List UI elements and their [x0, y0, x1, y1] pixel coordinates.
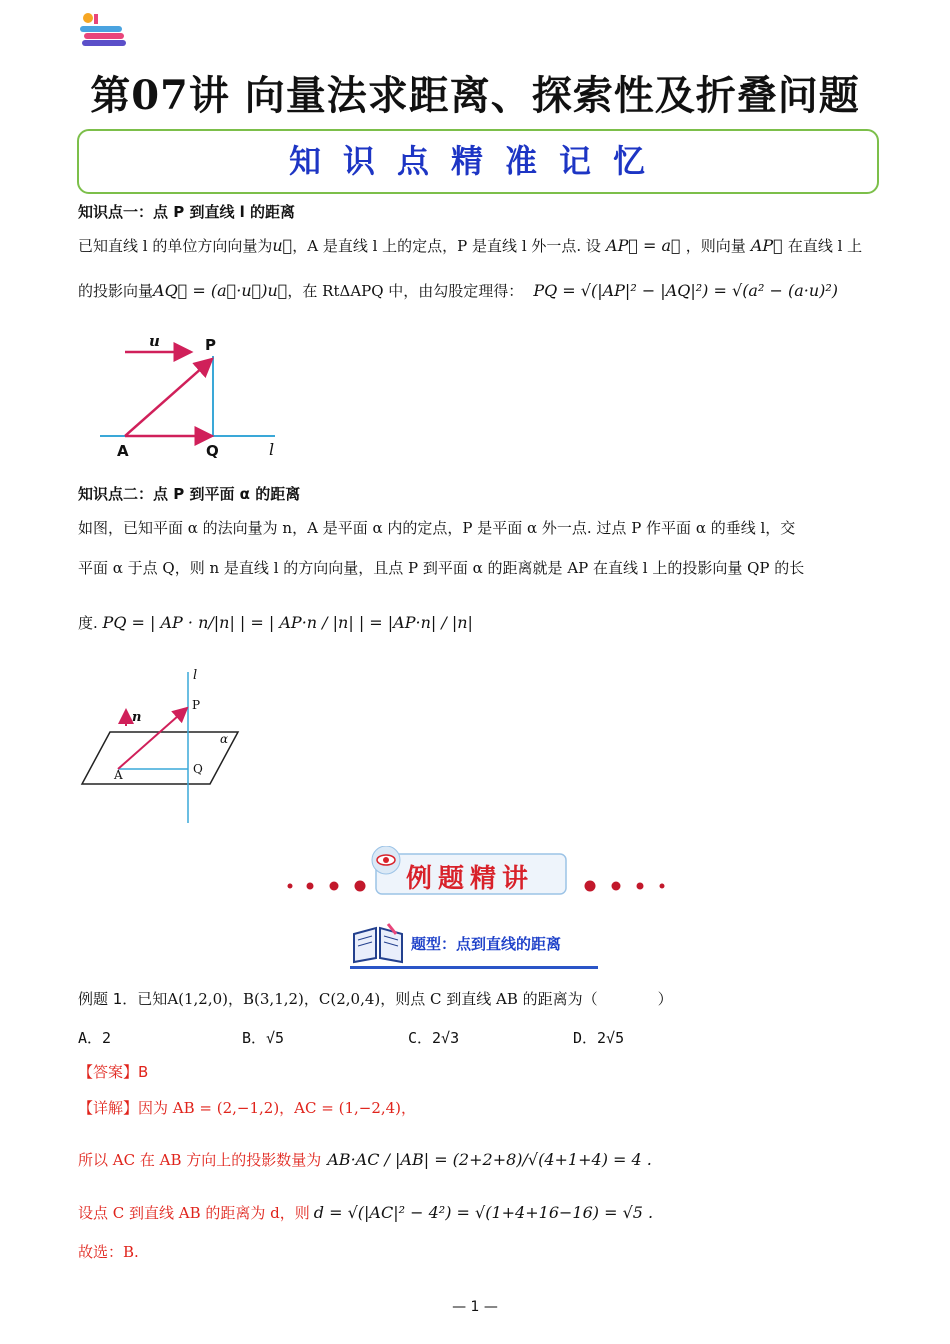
option-d: D．2√5	[573, 1029, 625, 1047]
kp1-aq-formula: AQ⃗ = (a⃗·u⃗)u⃗	[153, 281, 288, 300]
answer-line	[78, 1061, 148, 1082]
kp1-heading: 知识点一：点 P 到直线 l 的距离	[78, 203, 296, 221]
option-b: B．√5	[242, 1029, 285, 1047]
kp1-line2-a: 的投影向量	[78, 282, 154, 300]
fig2-label-p: P	[192, 698, 201, 712]
example-banner-title: 例题精讲	[406, 864, 535, 894]
kp2-line3	[78, 612, 473, 633]
option-a: A．2	[78, 1029, 112, 1047]
kp1-line1	[78, 235, 862, 256]
kp1-vec-u: u⃗	[272, 236, 293, 255]
kp1-line1-c: ，则向量	[685, 237, 746, 255]
kp2-line3-a: 度.	[78, 614, 103, 632]
fig1-label-q: Q	[206, 442, 219, 460]
fig1-label-l: l	[269, 440, 275, 459]
detail-3b: d = √(|AC|² − 4²) = √(1+4+16−16) = √5 .	[313, 1203, 654, 1222]
fig2-label-q: Q	[193, 762, 203, 776]
kp1-vec-ap-eq-a: AP⃗ = a⃗	[600, 236, 686, 255]
kp2-heading: 知识点二：点 P 到平面 α 的距离	[78, 485, 301, 503]
kp1-line1-a: 已知直线 l 的单位方向向量为	[78, 237, 273, 255]
fig2-label-l: l	[193, 668, 198, 683]
kp2-line1: 如图，已知平面 α 的法向量为 n，A 是平面 α 内的定点，P 是平面 α 外一点. 过点 P 作平面 α 的垂线 l，交	[78, 519, 796, 537]
fig2-label-alpha: α	[220, 732, 229, 746]
figure-point-to-line	[95, 330, 295, 465]
detail-2a: 所以 AC 在 AB 方向上的投影数量为	[78, 1151, 322, 1169]
kp1-line1-d: 在直线 l 上	[787, 237, 863, 255]
page-number: — 1 —	[452, 1299, 498, 1315]
knowledge-box-title: 知识点精准记忆	[288, 142, 667, 180]
page-title: 第07讲 向量法求距离、探索性及折叠问题	[90, 72, 860, 119]
detail-3a: 设点 C 到直线 AB 的距离为 d，则	[78, 1204, 310, 1222]
answer-value: B	[138, 1063, 149, 1081]
option-c: C．2√3	[408, 1029, 460, 1047]
fig2-label-n: n	[132, 710, 142, 725]
fig1-label-u: u	[149, 332, 160, 350]
example1-question-a: 例题 1．已知	[78, 990, 168, 1008]
fig2-label-a: A	[114, 768, 123, 782]
kp1-line2	[78, 280, 838, 301]
section-heading: 题型：点到直线的距离	[411, 935, 562, 953]
figure-point-to-plane	[80, 668, 250, 828]
detail-line2	[78, 1149, 652, 1170]
knowledge-box	[77, 129, 879, 194]
conclusion: 故选：B.	[78, 1243, 139, 1261]
kp1-line1-b: ，A 是直线 l 上的定点，P 是直线 l 外一点. 设	[292, 237, 601, 255]
fig1-label-a: A	[117, 442, 129, 460]
answer-tag: 【答案】	[78, 1063, 139, 1081]
open-book-icon	[350, 920, 406, 964]
example1-question	[78, 988, 673, 1009]
kp1-line2-b: ，在 RtΔAPQ 中，由勾股定理得：	[287, 282, 524, 300]
example1-question-b: A(1,2,0)，B(3,1,2)，C(2,0,4)，则点 C 到直线 AB 的距离为（ ）	[167, 990, 673, 1008]
example-banner	[284, 846, 674, 896]
kp1-vec-ap: AP⃗	[745, 236, 788, 255]
detail-1: 因为 AB = (2,−1,2)，AC = (1,−2,4)，	[138, 1099, 417, 1117]
detail-tag: 【详解】	[78, 1099, 139, 1117]
book-stack-logo-icon	[78, 10, 130, 52]
fig1-label-p: P	[205, 336, 216, 354]
section-underline	[350, 966, 598, 969]
detail-line3	[78, 1202, 653, 1223]
kp1-pq-formula: PQ = √(|AP|² − |AQ|²) = √(a² − (a·u)²)	[533, 281, 839, 300]
detail-2b: AB·AC / |AB| = (2+2+8)/√(4+1+4) = 4 .	[327, 1150, 652, 1169]
detail-line1	[78, 1097, 416, 1118]
kp2-formula: PQ = | AP · n/|n| | = | AP·n / |n| | = |AP·n| / |n|	[102, 613, 473, 632]
kp2-line2: 平面 α 于点 Q，则 n 是直线 l 的方向向量，且点 P 到平面 α 的距离就是 AP 在直线 l 上的投影向量 QP 的长	[78, 559, 805, 577]
